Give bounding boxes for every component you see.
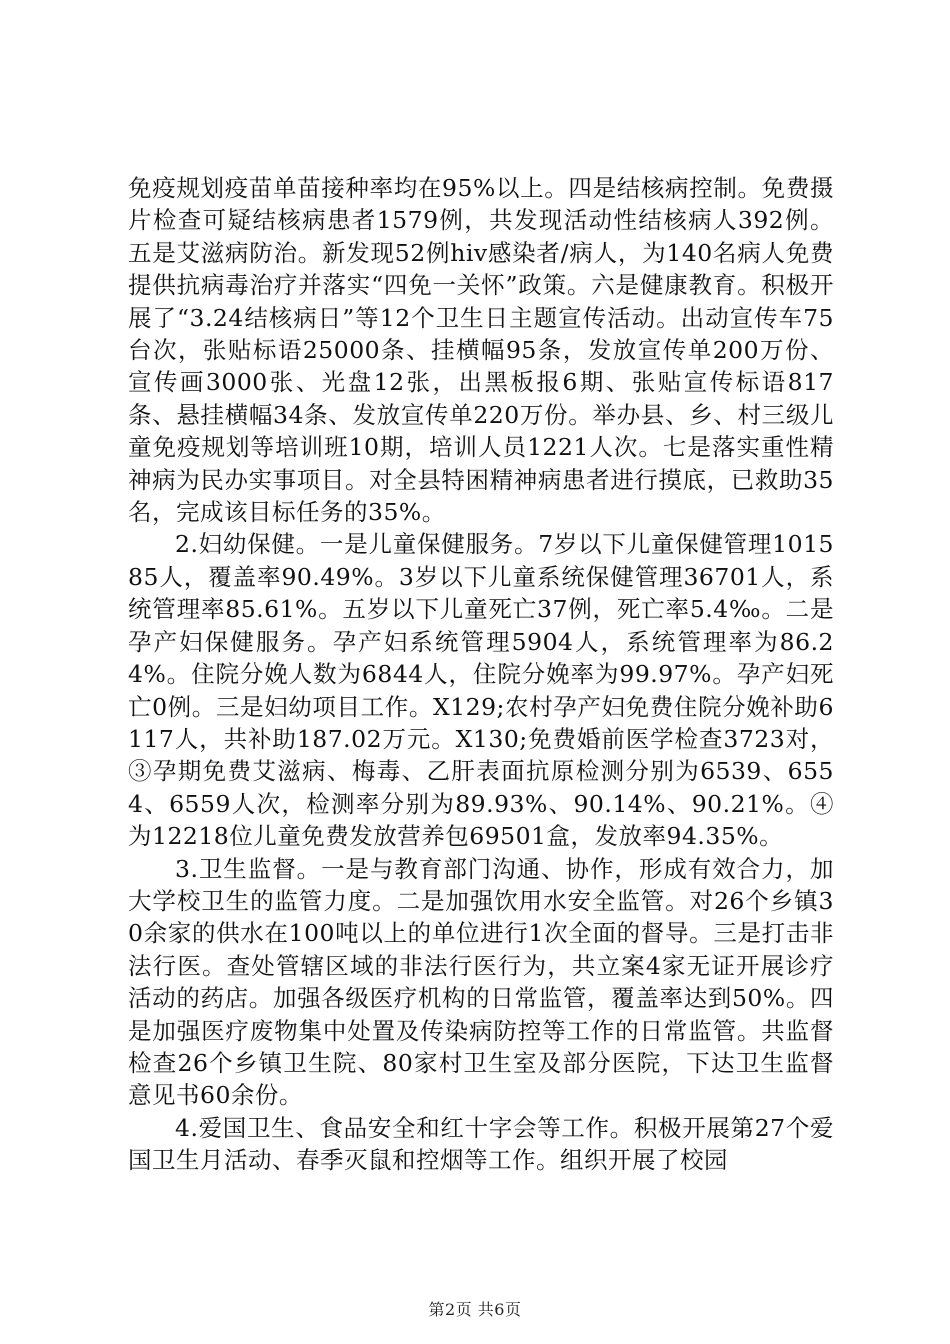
document-body: [128, 172, 834, 1177]
page-number-footer: 第2页 共6页: [428, 1300, 522, 1319]
paragraph-continued: 免疫规划疫苗单苗接种率均在95%以上。四是结核病控制。免费摄片检查可疑结核病患者1579例，共发现活动性结核病人392例。五是艾滋病防治。新发现52例hiv感染者/病人，为140名病人免费提供抗病毒治疗并落实“四免一关怀”政策。六是健康教育。积极开展了“3.24结核病日”等12个卫生日主题宣传活动。出动宣传车75台次，张贴标语25000条、挂横幅95条，发放宣传单200万份、宣传画3000张、光盘12张，出黑板报6期、张贴宣传标语817条、悬挂横幅34条、发放宣传单220万份。举办县、乡、村三级儿童免疫规划等培训班10期，培训人员1221人次。七是落实重性精神病为民办实事项目。对全县特困精神病患者进行摸底，已救助35名，完成该目标任务的35%。: [128, 174, 834, 527]
paragraph-health-supervision: 3.卫生监督。一是与教育部门沟通、协作，形成有效合力，加大学校卫生的监管力度。二是加强饮用水安全监管。对26个乡镇30余家的供水在100吨以上的单位进行1次全面的督导。三是打击非法行医。查处管辖区域的非法行医行为，共立案4家无证开展诊疗活动的药店。加强各级医疗机构的日常监管，覆盖率达到50%。四是加强医疗废物集中处置及传染病防控等工作的日常监管。共监督检查26个乡镇卫生院、80家村卫生室及部分医院，下达卫生监督意见书60余份。: [128, 854, 834, 1110]
paragraph-maternal-child-health: 2.妇幼保健。一是儿童保健服务。7岁以下儿童保健管理101585人，覆盖率90.49%。3岁以下儿童系统保健管理36701人，系统管理率85.61%。五岁以下儿童死亡37例，死亡率5.4‰。二是孕产妇保健服务。孕产妇系统管理5904人，系统管理率为86.24%。住院分娩人数为6844人，住院分娩率为99.97%。孕产妇死亡0例。三是妇幼项目工作。X129;农村孕产妇免费住院分娩补助6117人，共补助187.02万元。X130;免费婚前医学检查3723对，③孕期免费艾滋病、梅毒、乙肝表面抗原检测分别为6539、6554、6559人次，检测率分别为89.93%、90.14%、90.21%。④为12218位儿童免费发放营养包69501盒，发放率94.35%。: [128, 530, 834, 851]
paragraph-patriotic-health: 4.爱国卫生、食品安全和红十字会等工作。积极开展第27个爱国卫生月活动、春季灭鼠和控烟等工作。组织开展了校园: [128, 1113, 834, 1175]
